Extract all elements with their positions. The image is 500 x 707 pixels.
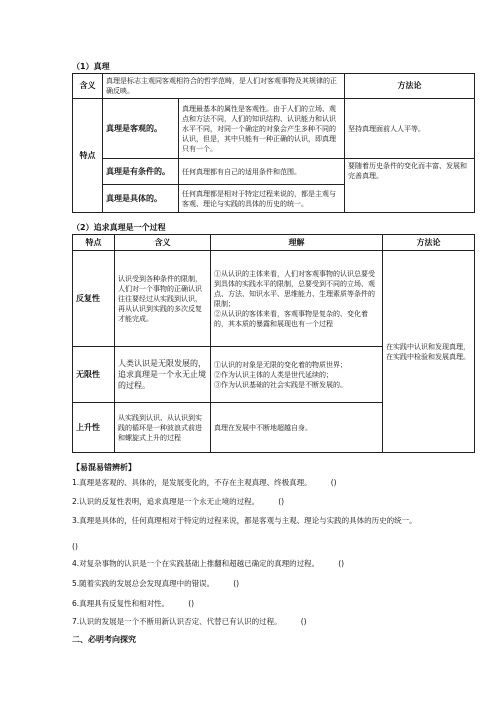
features-label: 特点 bbox=[73, 99, 103, 213]
section1-title: （1）真理 bbox=[72, 62, 110, 71]
answer-blank[interactable] bbox=[169, 598, 213, 609]
process-label: 上升性 bbox=[73, 403, 115, 453]
process-understanding bbox=[211, 347, 383, 403]
feature-content: 任何真理都是相对于特定过程来说的，都是主观与客观、理论与实践的具体的历史的统一。 bbox=[179, 185, 345, 213]
process-label: 反复性 bbox=[73, 251, 115, 347]
answer-blank[interactable] bbox=[72, 541, 92, 552]
section4-title: 二、必明考向探究 bbox=[72, 635, 136, 644]
header-hanyi: 含义 bbox=[73, 74, 103, 99]
truth-table bbox=[72, 73, 475, 213]
process-meaning: 人类认识是无限发展的，追求真理是一个永无止境的过程。 bbox=[115, 347, 211, 403]
feature-content: 任何真理都有自己的适用条件和范围。 bbox=[179, 159, 345, 185]
header-method: 方法论 bbox=[345, 74, 475, 99]
quiz-item-7: 7.认识的发展是一个不断用新认识否定、代替已有认识的过程。( ) bbox=[72, 616, 326, 627]
quiz-item-4: 4.对复杂事物的认识是一个在实践基础上推翻和超越已确定的真理的过程。( ) bbox=[72, 558, 363, 569]
truth-definition: 真理是标志主观同客观相符合的哲学范畴，是人们对客观事物及其规律的正确反映。 bbox=[103, 74, 345, 99]
section2-title: （2）追求真理是一个过程 bbox=[72, 223, 166, 232]
feature-label: 真理是具体的。 bbox=[103, 185, 179, 213]
quiz-item-3: 3.真理是具体的，任何真理相对于特定的过程来说，都是客观与主观、理论与实践的具体的历史的统一。 bbox=[72, 516, 417, 525]
quiz-item-5: 5.随着实践的发展总会发现真理中的错误。( ) bbox=[72, 578, 258, 589]
feature-label: 真理是有条件的。 bbox=[103, 159, 179, 185]
answer-blank[interactable] bbox=[214, 578, 258, 589]
feature-content: 真理最基本的属性是客观性。由于人们的立场、观点和方法不同，人们的知识结构、认识能力和认识水平不同，对同一个确定的对象会产生多种不同的认识，但是，其中只能有一种正确的认识，即真理只有一个。 bbox=[179, 99, 345, 159]
answer-blank[interactable] bbox=[259, 496, 303, 507]
understanding-point: 真理在发展中不断地超越自身。 bbox=[214, 423, 312, 432]
process-understanding bbox=[211, 251, 383, 347]
understanding-point: ①从认识的主体来看，人们对客观事物的认识总要受到具体的实践水平的限制，总要受到不同的立场、观点、方法、知识水平、思维能力、生理素质等条件的限制； bbox=[214, 269, 375, 308]
understanding-point: ③作为认识基础的社会实践是不断发展的。 bbox=[214, 380, 347, 389]
feature-label: 真理是客观的。 bbox=[103, 99, 179, 159]
quiz-item-1: 1.真理是客观的、具体的，是发展变化的，不存在主观真理、终极真理。( ) bbox=[72, 477, 356, 488]
understanding-point: ①认识的对象是无限的变化着的物质世界； bbox=[214, 360, 347, 369]
quiz-item-2: 2.认识的反复性表明，追求真理是一个永无止境的过程。( ) bbox=[72, 496, 303, 507]
answer-blank[interactable] bbox=[282, 616, 326, 627]
section3-title: 【易混易错辨析】 bbox=[72, 463, 136, 472]
header-understanding: 理解 bbox=[211, 235, 383, 251]
feature-method: 要随着历史条件的变化而丰富、发展和完善真理。 bbox=[345, 159, 475, 213]
quiz-item-6: 6.真理具有反复性和相对性。( ) bbox=[72, 598, 213, 609]
feature-method: 坚持真理面前人人平等。 bbox=[345, 99, 475, 159]
answer-blank[interactable] bbox=[312, 477, 356, 488]
header-feature: 特点 bbox=[73, 235, 115, 251]
header-meaning: 含义 bbox=[115, 235, 211, 251]
process-understanding bbox=[211, 403, 383, 453]
header-method: 方法论 bbox=[383, 235, 475, 251]
understanding-point: ②作为认识主体的人类是世代延续的； bbox=[214, 370, 333, 379]
answer-blank[interactable] bbox=[319, 558, 363, 569]
understanding-point: ②从认识的客体来看，客观事物是复杂的、变化着的，其本质的暴露和展现也有一个过程 bbox=[214, 309, 368, 328]
process-method: 在实践中认识和发现真理，在实践中检验和发展真理。 bbox=[383, 251, 475, 453]
quiz-item-3-answer bbox=[72, 541, 92, 552]
process-meaning: 从实践到认识、从认识到实践的循环是一种波浪式前进和螺旋式上升的过程 bbox=[115, 403, 211, 453]
process-meaning: 认识受到各种条件的限制，人们对一个事物的正确认识往往要经过从实践到认识，再从认识到实践的多次反复才能完成。 bbox=[115, 251, 211, 347]
process-table bbox=[72, 234, 475, 453]
process-label: 无限性 bbox=[73, 347, 115, 403]
